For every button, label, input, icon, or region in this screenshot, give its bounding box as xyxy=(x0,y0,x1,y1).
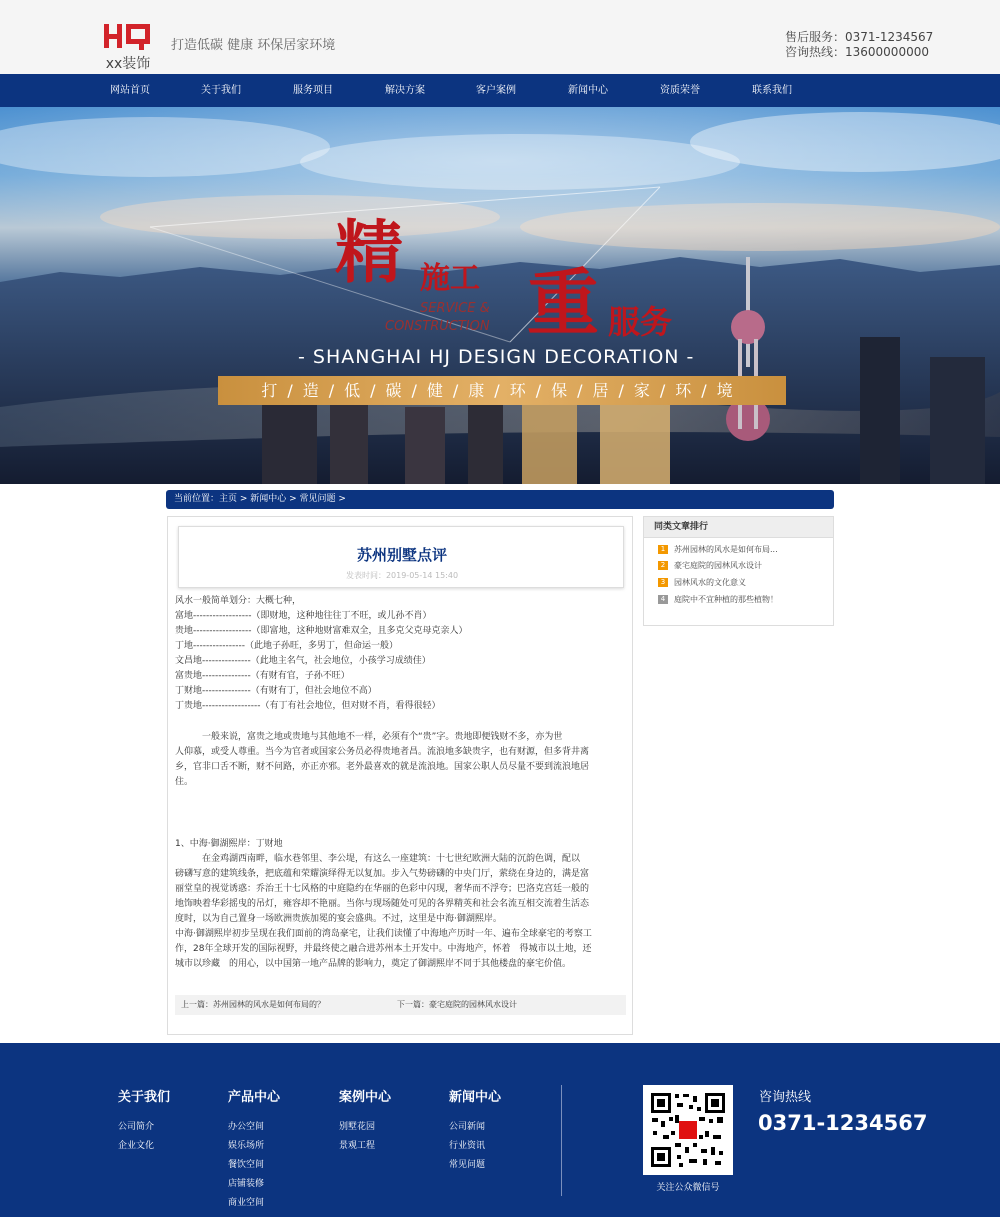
footer-link[interactable]: 别墅花园 xyxy=(339,1122,376,1132)
footer-divider xyxy=(561,1085,562,1196)
footer-hotline-number: 0371-1234567 xyxy=(758,1111,928,1135)
banner-en-1: SERVICE & xyxy=(420,301,490,316)
footer-link[interactable]: 公司简介 xyxy=(118,1122,155,1132)
related-article-title[interactable]: 园林风水的文化意义 xyxy=(674,578,746,587)
nav-news[interactable]: 新闻中心 xyxy=(568,85,608,96)
rank-badge: 3 xyxy=(658,578,668,587)
article-line: 丁财地---------------（有财有丁，但社会地位不高） xyxy=(175,686,377,696)
banner-en-2: CONSTRUCTION xyxy=(385,319,490,334)
wechat-qr-code xyxy=(643,1085,733,1175)
nav-home[interactable]: 网站首页 xyxy=(110,85,150,96)
article-date: 发表时间：2019-05-14 15:40 xyxy=(345,571,459,580)
footer-link[interactable]: 商业空间 xyxy=(228,1198,265,1208)
related-article-title[interactable]: 苏州园林的风水是如何布局... xyxy=(674,545,778,554)
footer-col-title: 关于我们 xyxy=(118,1090,171,1105)
banner-english-line: - SHANGHAI HJ DESIGN DECORATION - xyxy=(298,346,695,368)
article-line: 贵地------------------（即富地，这种地财富难双全，且多克父克母克亲人） xyxy=(175,626,468,636)
article-line: 一般来说，富贵之地或贵地与其他地不一样，必须有个“贵”字。贵地即便钱财不多，亦为世 xyxy=(175,732,563,742)
article-panel xyxy=(167,516,633,1035)
banner-phrase-1: 施工 xyxy=(420,261,480,296)
rank-badge: 4 xyxy=(658,595,668,604)
article-line: 文昌地---------------（此地主名气，社会地位，小孩学习成绩佳） xyxy=(175,656,431,666)
related-articles-panel xyxy=(643,516,834,626)
site-logo[interactable] xyxy=(100,20,156,72)
article-line: 富地------------------（即财地，这种地往往丁不旺，或儿孙不肖） xyxy=(175,611,432,621)
article-line: 作，28年全球开发的国际视野，并最终使之融合进苏州本土开发中。中海地产，怀着 得城市以土地，还 xyxy=(175,944,592,954)
site-footer xyxy=(0,1043,1000,1217)
qr-caption: 关注公众微信号 xyxy=(656,1183,720,1193)
banner-big-char-2: 重 xyxy=(527,260,600,345)
next-article-link[interactable]: 下一篇：豪宅庭院的园林风水设计 xyxy=(397,1000,517,1009)
hero-banner xyxy=(0,107,1000,484)
logo-mark-icon xyxy=(102,22,154,52)
footer-hotline-label: 咨询热线 xyxy=(759,1090,812,1105)
nav-cases[interactable]: 客户案例 xyxy=(476,85,516,96)
article-line: 度时，以为自己置身一场欧洲贵族加冕的宴会盛典。不过，这里是中海·御湖熙岸。 xyxy=(175,914,502,924)
article-line: 丽堂皇的视觉诱惑：乔治王十七风格的中庭隐约在华丽的色彩中闪现，奢华而不浮夸；巴洛克宫廷一般的 xyxy=(175,884,590,894)
nav-services[interactable]: 服务项目 xyxy=(293,85,333,96)
breadcrumb xyxy=(166,490,834,509)
prev-article-link[interactable]: 上一篇：苏州园林的风水是如何布局的？ xyxy=(181,1000,325,1009)
article-line: 风水一般简单划分：大概七种， xyxy=(175,596,302,606)
article-line: 丁地----------------（此地子孙旺，多男丁，但命运一般） xyxy=(175,641,398,651)
footer-link[interactable]: 公司新闻 xyxy=(449,1122,486,1132)
related-article-title[interactable]: 庭院中不宜种植的那些植物！ xyxy=(674,595,778,604)
nav-solutions[interactable]: 解决方案 xyxy=(385,85,425,96)
article-title-box xyxy=(178,526,624,588)
article-line: 地饰映着华彩摇曳的吊灯，雍容却不艳丽。当你与现场随处可见的各界精英和社会名流互相交流着生活态 xyxy=(175,899,590,909)
related-articles-header xyxy=(644,517,833,538)
footer-link[interactable]: 办公空间 xyxy=(228,1122,265,1132)
rank-badge: 1 xyxy=(658,545,668,554)
article-line: 中海·御湖熙岸初步呈现在我们面前的湾岛豪宅，让我们读懂了中海地产历时一年、遍布全球豪宅的考察工 xyxy=(175,929,592,939)
header-slogan: 打造低碳 健康 环保居家环境 xyxy=(171,38,336,53)
qr-code-icon xyxy=(649,1091,727,1169)
service-phone: 售后服务：0371-1234567 xyxy=(785,30,934,44)
city-skyline-image xyxy=(0,107,1000,484)
banner-phrase-2: 服务 xyxy=(608,303,673,341)
rank-badge: 2 xyxy=(658,561,668,570)
footer-link[interactable]: 餐饮空间 xyxy=(228,1160,265,1170)
article-line: 乡，官非口舌不断，财不问路，亦正亦邪。老外最喜欢的就是流浪地。国家公职人员尽量不要到流浪地居 xyxy=(175,762,590,772)
footer-link[interactable]: 店铺装修 xyxy=(228,1179,265,1189)
article-line: 磅礴写意的建筑线条，把底蕴和荣耀演绎得无以复加。步入气势磅礴的中央门厅，萦绕在身边的，满是富 xyxy=(175,869,590,879)
header-contact xyxy=(785,30,933,60)
article-line: 1、中海·御湖熙岸：丁财地 xyxy=(175,839,283,849)
article-line: 富贵地---------------（有财有官，子孙不旺） xyxy=(175,671,350,681)
breadcrumb-text[interactable]: 当前位置：主页 > 新闻中心 > 常见问题 > xyxy=(174,494,346,504)
banner-slogan-strip xyxy=(218,376,786,405)
nav-honors[interactable]: 资质荣誉 xyxy=(660,85,700,96)
article-title: 苏州别墅点评 xyxy=(356,546,447,564)
article-line: 人仰慕，或受人尊重。当今为官者或国家公务员必得贵地者昌。流浪地多缺贵字，也有财源，但多背井离 xyxy=(175,747,590,757)
footer-link[interactable]: 行业资讯 xyxy=(449,1141,486,1151)
footer-link[interactable]: 企业文化 xyxy=(118,1141,155,1151)
article-line: 城市以珍藏 的用心，以中国第一地产品牌的影响力，奠定了御湖熙岸不同于其他楼盘的豪宅价值。 xyxy=(175,959,572,969)
logo-text: xx装饰 xyxy=(105,56,151,72)
article-line: 在金鸡湖西南畔，临水巷邻里、李公堤，有这么一座建筑：十七世纪欧洲大陆的沉韵色调，配以 xyxy=(175,854,581,864)
hotline-phone: 咨询热线：13600000000 xyxy=(785,45,929,59)
footer-col-title: 产品中心 xyxy=(228,1090,281,1105)
article-pager xyxy=(175,995,626,1015)
related-articles-title: 同类文章排行 xyxy=(654,522,709,532)
banner-strip-text: 打/造/低/碳/健/康/环/保/居/家/环/境 xyxy=(261,381,743,400)
article-line: 丁贵地------------------（有丁有社会地位，但对财不肖，看得很轻） xyxy=(175,701,441,711)
nav-contact[interactable]: 联系我们 xyxy=(752,85,792,96)
main-nav xyxy=(0,74,1000,107)
footer-link[interactable]: 景观工程 xyxy=(339,1141,376,1151)
footer-col-title: 案例中心 xyxy=(339,1090,392,1105)
footer-link[interactable]: 常见问题 xyxy=(449,1160,486,1170)
footer-col-title: 新闻中心 xyxy=(449,1090,502,1105)
footer-link[interactable]: 娱乐场所 xyxy=(228,1141,265,1151)
article-line: 住。 xyxy=(175,777,194,787)
top-header xyxy=(0,0,1000,74)
related-article-title[interactable]: 豪宅庭院的园林风水设计 xyxy=(674,561,762,570)
nav-about[interactable]: 关于我们 xyxy=(201,85,241,96)
banner-big-char-1: 精 xyxy=(335,213,404,293)
